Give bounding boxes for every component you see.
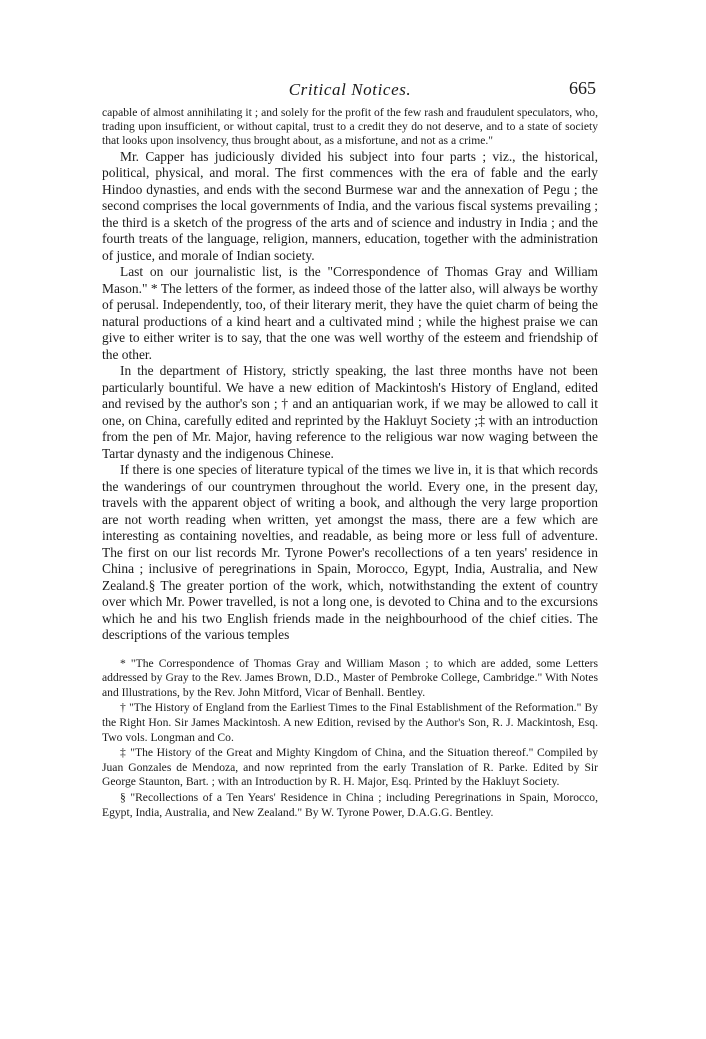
running-title: Critical Notices.: [288, 80, 412, 99]
page: [102, 78, 598, 821]
paragraph-history: In the department of History, strictly speaking, the last three months have not been particularly bountiful. We have a new edition of Mackintosh's History of England, edited and revised by the author's son ; † and an antiquarian work, if we may be allowed to call it one, on China, carefully edited and reprinted by the Hakluyt Society ;‡ with an introduction from the pen of Mr. Major, having reference to the religious war now waging between the Tartar dynasty and the indigenous Chinese.: [102, 363, 598, 461]
quoted-passage: capable of almost annihilating it ; and solely for the profit of the few rash and fraudulent speculators, who, trading upon insufficient, or without capital, trust to a credit they do not deserve, and to a state of society that looks upon insolvency, thus brought about, as a misfortune, and not as a crime.": [102, 106, 598, 148]
footnote-power: § "Recollections of a Ten Years' Residence in China ; including Peregrinations in Spain, Morocco, Egypt, India, Australia, and New Zealand." By W. Tyrone Power, D.A.G.G. Bentley.: [102, 790, 598, 819]
paragraph-gray-mason: Last on our journalistic list, is the "Correspondence of Thomas Gray and William Mason." * The letters of the former, as indeed those of the latter also, will always be worthy of perusal. Independently, too, of their literary merit, they have the quiet charm of being the natural productions of a kind heart and a cultivated mind ; while the highest praise we can give to either writer is to say, that the one was well worthy of the esteem and friendship of the other.: [102, 264, 598, 362]
paragraph-capper: Mr. Capper has judiciously divided his subject into four parts ; viz., the historical, political, physical, and moral. The first commences with the era of fable and the early Hindoo dynasties, and ends with the second Burmese war and the annexation of Pegu ; the second comprises the local governments of India, and the various fiscal systems prevailing ; the third is a sketch of the progress of the arts and of science and industry in India ; and the fourth treats of the language, religion, manners, education, together with the administration of justice, and morale of Indian society.: [102, 148, 598, 263]
page-number: 665: [569, 78, 596, 98]
paragraph-travel: If there is one species of literature typical of the times we live in, it is that which records the wanderings of our countrymen throughout the world. Every one, in the present day, travels with the apparent object of writing a book, and although the very large proportion are not worth reading when written, yet amongst the mass, there are a few which are interesting as containing novelties, and readable, as being more or less full of adventure. The first on our list records Mr. Tyrone Power's recollections of a ten years' residence in China ; inclusive of peregrinations in Spain, Morocco, Egypt, India, Australia, and New Zealand.§ The greater portion of the work, which, notwithstanding the extent of country over which Mr. Power travelled, is not a long one, is devoted to China and to the excursions which he and his two English friends made in the neighbourhood of the chief cities. The descriptions of the various temples: [102, 462, 598, 643]
footnote-gray-mason: * "The Correspondence of Thomas Gray and William Mason ; to which are added, some Letters addressed by Gray to the Rev. James Brown, D.D., Master of Pembroke College, Cambridge." With Notes and Illustrations, by the Rev. John Mitford, Vicar of Benhall. Bentley.: [102, 656, 598, 699]
footnotes: [102, 657, 598, 821]
article-body: [102, 149, 598, 644]
running-header: [102, 78, 598, 104]
footnote-china: ‡ "The History of the Great and Mighty Kingdom of China, and the Situation thereof." Compiled by Juan Gonzales de Mendoza, and now reprinted from the early Translation of R. Parke. Edited by Sir George Staunton, Bart. ; with an Introduction by R. H. Major, Esq. Printed by the Hakluyt Society.: [102, 746, 598, 789]
footnote-mackintosh: † "The History of England from the Earliest Times to the Final Establishment of the Reformation." By the Right Hon. Sir James Mackintosh. A new Edition, revised by the Author's Son, R. J. Mackintosh, Esq. Two vols. Longman and Co.: [102, 701, 598, 744]
